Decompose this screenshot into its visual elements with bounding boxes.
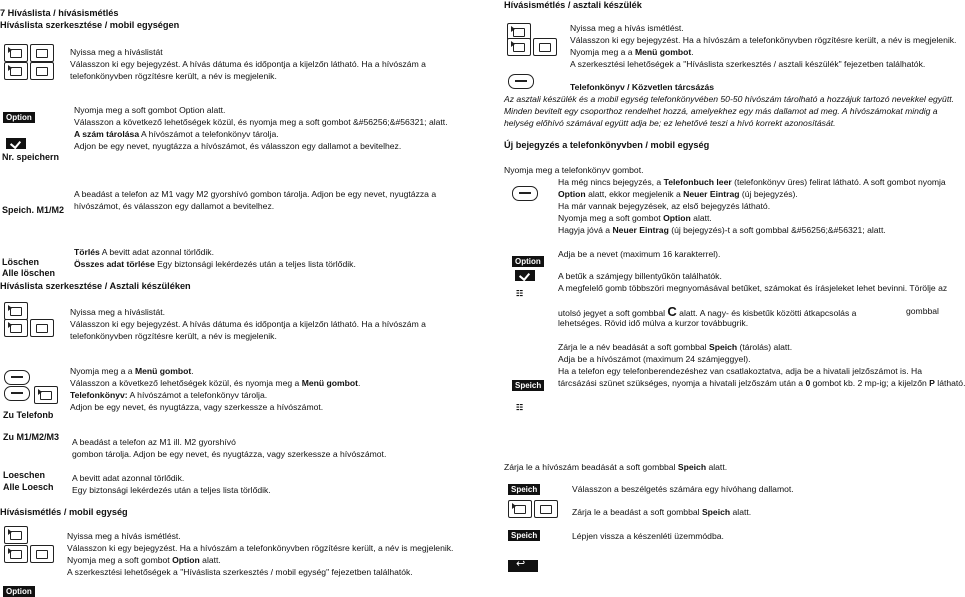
step-text: telefonkönyvben rögzítésre került, a név is megjelenik. bbox=[70, 71, 277, 81]
speich-m-label: Speich. M1/M2 bbox=[2, 205, 65, 215]
zu-m-label: Zu M1/M2/M3 bbox=[3, 432, 60, 442]
step-text: Törlés A bevitt adat azonnal törlődik. bbox=[74, 247, 214, 257]
step-text: Válasszon ki egy bejegyzést. Ha a hívószám a telefonkönyvben rögzítésre került, a név is megjelenik. bbox=[67, 543, 454, 553]
step-text: Nyissa meg a hívás ismétlést. bbox=[67, 531, 181, 541]
step-text: A szerkesztési lehetőségek a "Híváslista szerkesztés / asztali készülék" fejezetben találhatók. bbox=[570, 59, 926, 69]
step-text: Hagyja jóvá a Neuer Eintrag (új bejegyzés)-t a soft gombbal &#56256;&#56321; alatt. bbox=[558, 225, 886, 235]
step-text: Option alatt, ekkor megjelenik a Neuer Eintrag (új bejegyzés). bbox=[558, 189, 798, 199]
step-text: A szám tárolása A hívószámot a telefonkönyv tárolja. bbox=[74, 129, 279, 139]
info-text: helység előhívó számával együtt adja be; ez lehetővé teszi a hívó korrekt azonosítását. bbox=[504, 118, 836, 128]
scroll-key-icon bbox=[534, 500, 558, 518]
call-list-key-icon bbox=[4, 302, 28, 320]
step-text: Válasszon ki egy bejegyzést. Ha a hívószám a telefonkönyvben rögzítésre került, a név is megjelenik. bbox=[570, 35, 957, 45]
step-text: utolsó jegyet a soft gombbal C alatt. A nagy- és kisbetűk közötti átkapcsolás a bbox=[558, 304, 857, 319]
phonebook-key-icon bbox=[508, 74, 534, 89]
step-text: telefonkönyvben rögzítésre került, a név is megjelenik. bbox=[70, 331, 277, 341]
step-text: A megfelelő gomb többszöri megnyomásával betűket, számokat és írásjeleket lehet bevinni. Törölje az bbox=[558, 283, 948, 293]
phonebook-key-icon bbox=[512, 186, 538, 201]
alle-loesch-label: Alle Loesch bbox=[3, 482, 54, 492]
step-text: Válasszon a következő lehetőségek közül, és nyomja meg a soft gombot &#56256;&#56321; alatt. bbox=[74, 117, 448, 127]
step-text: Adjon be egy nevet, és nyugtázza, vagy szerkessze a hívószámot. bbox=[70, 402, 324, 412]
step-text: tárcsázási szünet szükséges, nyomja a hivatali jelzőszám után a 0 gombot kb. 2 mp-ig; a kijelzőn P látható. bbox=[558, 378, 965, 388]
section-subtitle: Új bejegyzés a telefonkönyvben / mobil egység bbox=[504, 140, 710, 150]
section-subtitle: Hívásismétlés / mobil egység bbox=[0, 507, 128, 517]
scroll-key-icon bbox=[34, 386, 58, 404]
speich-softkey-label: Speich bbox=[508, 484, 540, 495]
zu-telefonb-label: Zu Telefonb bbox=[3, 410, 54, 420]
step-text: Lépjen vissza a készenléti üzemmódba. bbox=[572, 531, 724, 541]
step-text: Zárja le a hívószám beadását a soft gombbal Speich alatt. bbox=[504, 462, 728, 472]
step-text: Nyomja meg a soft gombot Option alatt. bbox=[67, 555, 221, 565]
step-text: Adja be a hívószámot (maximum 24 számjeggyel). bbox=[558, 354, 751, 364]
keypad-icon: ☷ bbox=[516, 289, 524, 298]
step-text: A beadást a telefon az M1 ill. M2 gyorshívó bbox=[72, 437, 236, 447]
info-text: Az asztali készülék és a mobil egység telefonkönyvében 50-50 hívószám tárolható a hozzájuk tartozó nevekkel együtt. bbox=[504, 94, 954, 104]
scroll-key-icon bbox=[533, 38, 557, 56]
step-text: Válasszon ki egy bejegyzést. A hívás dátuma és időpontja a kijelzőn látható. Ha a hívószám a bbox=[70, 59, 426, 69]
step-text: Nyissa meg a hívás ismétlést. bbox=[570, 23, 684, 33]
step-text: A bevitt adat azonnal törlődik. bbox=[72, 473, 185, 483]
menu-key-icon bbox=[4, 370, 30, 385]
redial-key-icon bbox=[4, 526, 28, 544]
confirm-check-icon bbox=[515, 270, 535, 281]
step-text: Nyomja meg a soft gombot Option alatt. bbox=[558, 213, 712, 223]
step-text: Ha még nincs bejegyzés, a Telefonbuch leer (telefonkönyv üres) felirat látható. A soft gombot nyomja bbox=[558, 177, 946, 187]
step-text: Válasszon a beszélgetés számára egy hívóhang dallamot. bbox=[572, 484, 794, 494]
step-text: Telefonkönyv: A hívószámot a telefonkönyv tárolja. bbox=[70, 390, 268, 400]
step-text: A betűk a számjegy billentyűkön találhatók. bbox=[558, 271, 722, 281]
step-text: Nyomja meg a telefonkönyv gombot. bbox=[504, 165, 644, 175]
step-text: Válasszon ki egy bejegyzést. A hívás dátuma és időpontja a kijelzőn látható. Ha a hívószám a bbox=[70, 319, 426, 329]
step-text: lehetséges. Rövid idő múlva a kurzor továbbugrik. bbox=[558, 318, 749, 328]
step-text: Összes adat törlése Egy biztonsági lekérdezés után a teljes lista törlődik. bbox=[74, 259, 356, 269]
option-softkey-label: Option bbox=[3, 586, 35, 597]
loeschen-label: Loeschen bbox=[3, 470, 46, 480]
speich-softkey-label: Speich bbox=[512, 380, 544, 391]
section-title: 7 Híváslista / hívásismétlés bbox=[0, 8, 119, 18]
confirm-check-icon bbox=[6, 138, 26, 149]
back-key-icon bbox=[508, 560, 538, 572]
step-text: Nyomja meg a soft gombot Option alatt. bbox=[74, 105, 226, 115]
speich-softkey-label: Speich bbox=[508, 530, 540, 541]
section-subtitle: Híváslista szerkesztése / Asztali készüléken bbox=[0, 281, 191, 291]
option-softkey-label: Option bbox=[512, 256, 544, 267]
loschen-label: Löschen bbox=[2, 257, 40, 267]
step-text: A beadást a telefon az M1 vagy M2 gyorshívó gombon tárolja. Adjon be egy nevet, nyugtázza a bbox=[74, 189, 437, 199]
info-text: Minden bevitelt egy csoporthoz rendelhet hozzá, amelyekhez egy más dallamot ad meg. A hívószámokat mindig a bbox=[504, 106, 938, 116]
step-text: gombon tárolja. Adjon be egy nevet, és nyugtázza, vagy szerkessze a hívószámot. bbox=[72, 449, 387, 459]
step-text: Ha a telefon egy telefonberendezéshez van csatlakoztatva, adja be a hivatali jelzőszámot is. Ha bbox=[558, 366, 923, 376]
nr-speichern-label: Nr. speichern bbox=[2, 152, 60, 162]
step-text: Adja be a nevet (maximum 16 karakterrel). bbox=[558, 249, 721, 259]
alle-loschen-label: Alle löschen bbox=[2, 268, 56, 278]
step-text: Zárja le a név beadását a soft gombbal Speich (tárolás) alatt. bbox=[558, 342, 793, 352]
section-subtitle: Híváslista szerkesztése / mobil egységen bbox=[0, 20, 180, 30]
scroll-key-icon bbox=[30, 62, 54, 80]
scroll-key-icon bbox=[30, 545, 54, 563]
step-text: gombbal bbox=[906, 306, 939, 316]
step-text: Válasszon a következő lehetőségek közül, és nyomja meg a Menü gombot. bbox=[70, 378, 361, 388]
subsection-title: Telefonkönyv / Közvetlen tárcsázás bbox=[570, 82, 715, 92]
step-text: Nyomja meg a a Menü gombot. bbox=[70, 366, 194, 376]
step-text: Zárja le a beadást a soft gombbal Speich alatt. bbox=[572, 507, 752, 517]
step-text: Ha már vannak bejegyzések, az első bejegyzés látható. bbox=[558, 201, 771, 211]
step-text: Adjon be egy nevet, nyugtázza a hívószámot, és válasszon egy dallamot a bevitelhez. bbox=[74, 141, 402, 151]
step-text: Nyomja meg a a Menü gombot. bbox=[570, 47, 694, 57]
step-text: hívószámot, és válasszon egy dallamot a bevitelhez. bbox=[74, 201, 275, 211]
step-text: Nyissa meg a híváslistát bbox=[70, 47, 163, 57]
menu-key-icon bbox=[4, 386, 30, 401]
option-softkey-label: Option bbox=[3, 112, 35, 123]
step-text: A szerkesztési lehetőségek a "Híváslista szerkesztés / mobil egység" fejezetben találhatók. bbox=[67, 567, 413, 577]
call-list-key-icon bbox=[4, 44, 28, 62]
scroll-key-icon bbox=[30, 319, 54, 337]
step-text: Egy biztonsági lekérdezés után a teljes lista törlődik. bbox=[72, 485, 271, 495]
keypad-icon: ☷ bbox=[516, 403, 524, 412]
scroll-key-icon bbox=[4, 62, 28, 80]
scroll-key-icon bbox=[507, 38, 531, 56]
scroll-key-icon bbox=[4, 545, 28, 563]
section-subtitle: Hívásismétlés / asztali készülék bbox=[504, 0, 642, 10]
step-text: Nyissa meg a híváslistát. bbox=[70, 307, 166, 317]
scroll-key-icon bbox=[508, 500, 532, 518]
call-list-key-icon bbox=[30, 44, 54, 62]
scroll-key-icon bbox=[4, 319, 28, 337]
c-key-icon: C bbox=[667, 304, 677, 319]
